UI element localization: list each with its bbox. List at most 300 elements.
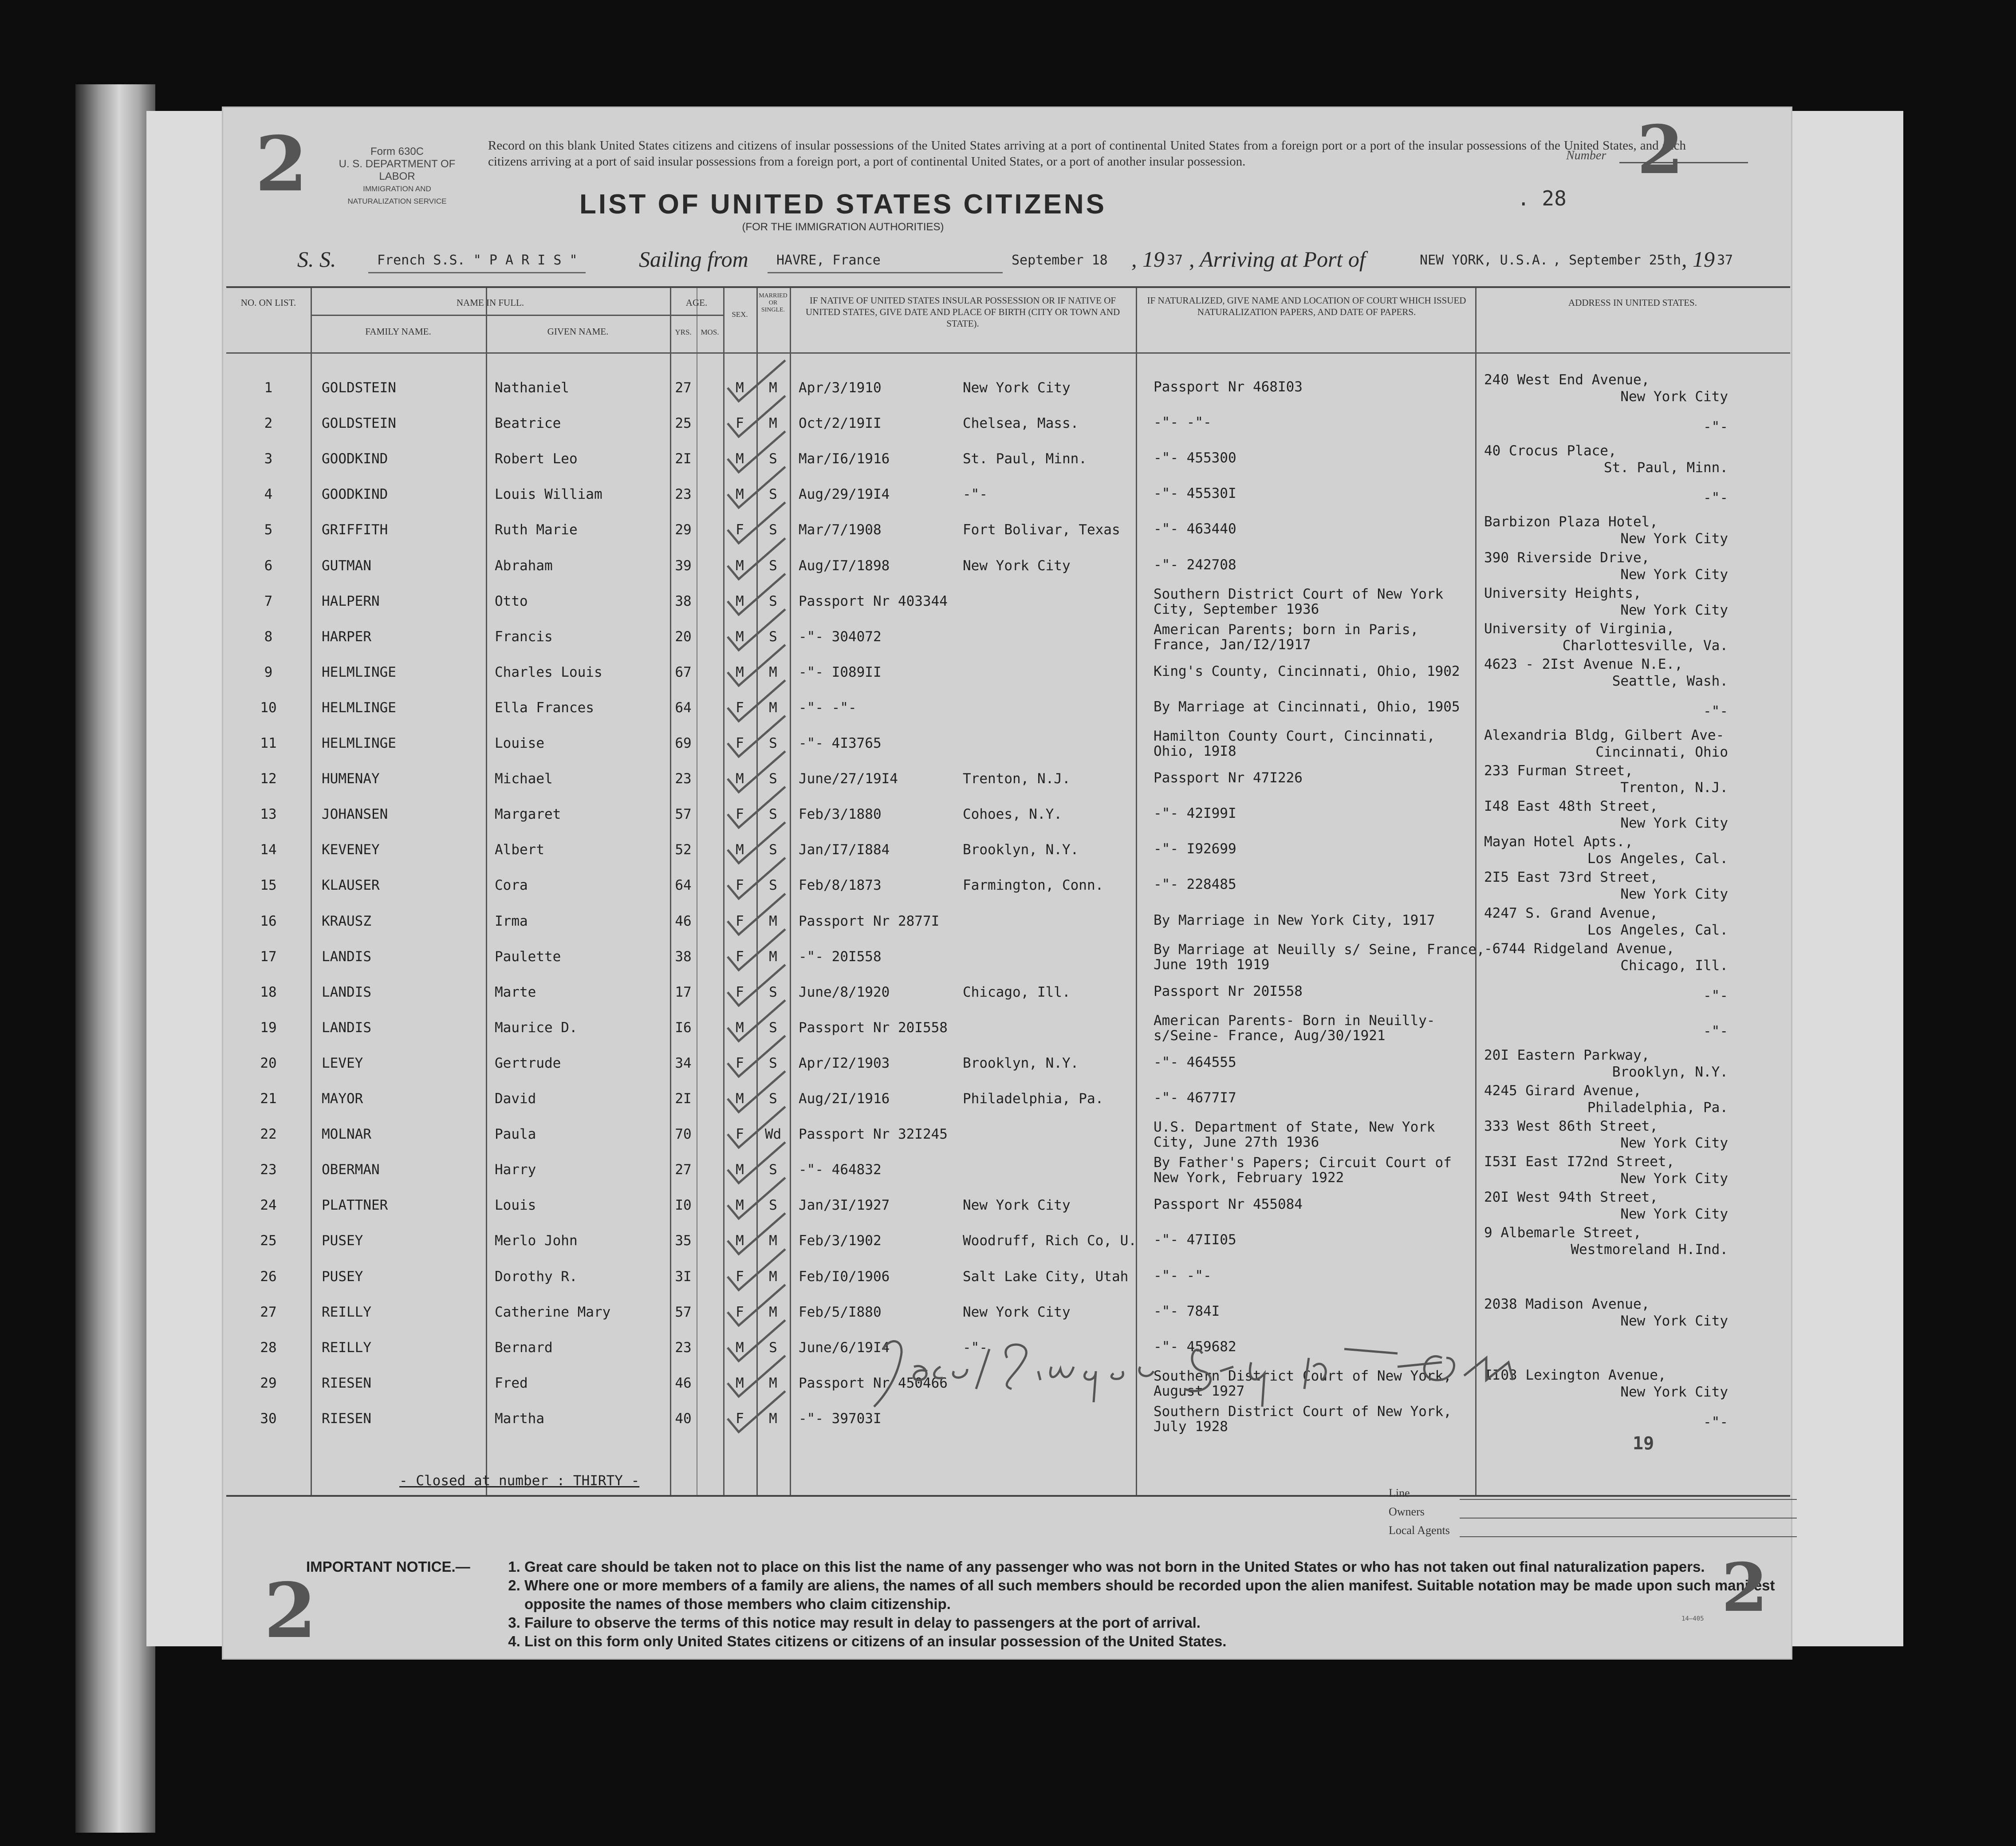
- cell-family: PLATTNER: [322, 1197, 388, 1214]
- cell-naturalized: King's County, Cincinnati, Ohio, 1902: [1154, 663, 1460, 679]
- notice-label: IMPORTANT NOTICE.—: [306, 1558, 470, 1575]
- cell-given: Dorothy R.: [495, 1268, 578, 1285]
- cell-yrs: 34: [675, 1055, 692, 1071]
- cell-naturalized: -"- -"-: [1154, 1267, 1212, 1284]
- cell-addr1: 333 West 86th Street,: [1484, 1118, 1658, 1135]
- cell-family: GOODKIND: [322, 486, 388, 503]
- cell-addr1: Barbizon Plaza Hotel,: [1484, 514, 1658, 530]
- cell-naturalized: Passport Nr 468I03: [1154, 379, 1303, 395]
- cell-no: 15: [260, 877, 277, 894]
- col-mos: MOS.: [701, 328, 719, 336]
- cell-given: Louis William: [495, 486, 602, 503]
- cell-birth-date: Aug/I7/1898: [799, 557, 890, 574]
- cell-birth-place: New York City: [963, 1197, 1071, 1214]
- cell-birth-date: Feb/3/1880: [799, 806, 882, 823]
- cell-yrs: 17: [675, 984, 692, 1000]
- form-instructions: Record on this blank United States citizens and citizens of insular possessions of the United States arriving at a port of continental United States from a foreign port or a port of the insular possessions of the United States, and such citizens arriving at a port of said insular possessions from a foreign port, a port of continental United States, or a port of another insular possession.: [488, 138, 1686, 169]
- cell-naturalized: Passport Nr 455084: [1154, 1196, 1303, 1213]
- cell-naturalized-cont: July 1928: [1154, 1418, 1228, 1435]
- agent-lines: [1389, 1487, 1450, 1542]
- cell-addr1: University of Virginia,: [1484, 620, 1675, 637]
- cell-address-cont: Chicago, Ill.: [1620, 957, 1728, 974]
- cell-birth-date: Passport Nr 2877I: [799, 913, 940, 929]
- cell-family: GOLDSTEIN: [322, 415, 396, 432]
- cell-no: 7: [264, 593, 273, 609]
- cell-sex: F: [736, 806, 744, 823]
- cell-yrs: I6: [675, 1019, 692, 1036]
- cell-ms: S: [769, 486, 777, 503]
- cell-birth-place: Brooklyn, N.Y.: [963, 1055, 1079, 1071]
- cell-ms: M: [769, 1268, 777, 1285]
- cell-ms: M: [769, 1410, 777, 1427]
- cell-sex: F: [736, 1126, 744, 1143]
- cell-family: GUTMAN: [322, 557, 371, 574]
- cell-naturalized: Southern District Court of New York: [1154, 586, 1444, 602]
- col-sex: SEX.: [732, 310, 748, 319]
- cell-ms: Wd: [764, 1126, 782, 1143]
- voyage-line: [297, 246, 1761, 282]
- cell-birth-place: New York City: [963, 380, 1071, 396]
- cell-given: Martha: [495, 1410, 544, 1427]
- table-row: [226, 1156, 1790, 1191]
- cell-naturalized: -"- 47II05: [1154, 1232, 1236, 1248]
- port-underline: [768, 272, 1003, 273]
- cell-naturalized: -"- 464555: [1154, 1054, 1236, 1070]
- cell-sex: F: [736, 522, 744, 538]
- cell-given: Ruth Marie: [495, 522, 578, 538]
- table-row: [226, 585, 1790, 623]
- cell-addr1: Mayan Hotel Apts.,: [1484, 834, 1633, 850]
- header-rule: [226, 352, 1790, 354]
- cell-address-cont: Seattle, Wash.: [1612, 673, 1728, 689]
- cell-yrs: 57: [675, 806, 692, 823]
- cell-birth-date: -"- 304072: [799, 628, 882, 645]
- cell-birth-date: -"- 464832: [799, 1162, 882, 1178]
- cell-no: 14: [260, 842, 277, 858]
- cell-birth-date: -"- -"-: [799, 699, 857, 716]
- cell-address-cont: New York City: [1620, 1135, 1728, 1152]
- cell-yrs: I0: [675, 1197, 692, 1214]
- table-row: [226, 1014, 1790, 1049]
- cell-family: HARPER: [322, 628, 371, 645]
- cell-birth-date: Passport Nr 403344: [799, 593, 948, 609]
- ship-underline: [368, 272, 586, 273]
- cell-no: 30: [260, 1410, 277, 1427]
- cell-given: Fred: [495, 1375, 528, 1391]
- year-label-1: , 19: [1131, 247, 1165, 272]
- cell-addr1: 20I Eastern Parkway,: [1484, 1047, 1650, 1063]
- cell-yrs: 69: [675, 735, 692, 751]
- cell-naturalized: By Marriage in New York City, 1917: [1154, 912, 1435, 928]
- cell-ms: M: [769, 948, 777, 965]
- cell-family: JOHANSEN: [322, 806, 388, 823]
- cell-yrs: 64: [675, 877, 692, 894]
- cell-no: 6: [264, 557, 273, 574]
- cell-given: Irma: [495, 913, 528, 929]
- cell-given: Merlo John: [495, 1233, 578, 1249]
- cell-family: LEVEY: [322, 1055, 363, 1071]
- cell-ms: M: [769, 1304, 777, 1320]
- col-given: GIVEN NAME.: [547, 326, 609, 337]
- col-yrs: YRS.: [675, 328, 692, 336]
- cell-given: Louis: [495, 1197, 536, 1214]
- cell-naturalized: -"- -"-: [1154, 414, 1212, 431]
- cell-ms: S: [769, 451, 777, 467]
- cell-sex: F: [736, 913, 744, 929]
- cell-family: KLAUSER: [322, 877, 380, 894]
- cell-naturalized: -"- 42I99I: [1154, 805, 1236, 822]
- col-age: AGE.: [685, 297, 708, 308]
- cell-no: 12: [260, 771, 277, 787]
- table-row: [226, 765, 1790, 800]
- cell-naturalized: By Marriage at Neuilly s/ Seine, France,: [1154, 941, 1485, 958]
- cell-address-cont: New York City: [1620, 602, 1728, 618]
- cell-address-cont: New York City: [1620, 1171, 1728, 1187]
- page-subtitle: (FOR THE IMMIGRATION AUTHORITIES): [742, 221, 944, 233]
- cell-yrs: 46: [675, 913, 692, 929]
- col-no: NO. ON LIST.: [240, 297, 296, 308]
- table-row: [226, 620, 1790, 658]
- cell-addr1: II03 Lexington Avenue,: [1484, 1367, 1666, 1383]
- table-row: [226, 1085, 1790, 1120]
- cell-address-cont: -"-: [1703, 987, 1728, 1004]
- cell-yrs: 25: [675, 415, 692, 432]
- cell-yrs: 70: [675, 1126, 692, 1143]
- col-naturalized: IF NATURALIZED, GIVE NAME AND LOCATION OF COURT WHICH ISSUED NATURALIZATION PAPERS, AND DATE OF PAPERS.: [1147, 295, 1466, 317]
- cell-addr1: 4245 Girard Avenue,: [1484, 1083, 1642, 1099]
- table-row: [226, 514, 1790, 551]
- cell-given: Marte: [495, 984, 536, 1000]
- cell-naturalized: Passport Nr 47I226: [1154, 770, 1303, 786]
- inspector-signature: [865, 1331, 1575, 1411]
- table-row: [226, 694, 1790, 729]
- cell-ms: S: [769, 842, 777, 858]
- cell-yrs: 38: [675, 593, 692, 609]
- cell-birth-date: Mar/I6/1916: [799, 451, 890, 467]
- sailing-date: September 18: [1012, 252, 1108, 268]
- cell-sex: M: [736, 1375, 744, 1391]
- cell-addr1: University Heights,: [1484, 585, 1642, 601]
- cell-birth-place: New York City: [963, 1304, 1071, 1320]
- inspection-check-mark: [719, 1388, 794, 1436]
- cell-sex: F: [736, 415, 744, 432]
- ship-name: French S.S. " P A R I S ": [377, 252, 578, 268]
- cell-no: 2: [264, 415, 273, 432]
- cell-birth-place: Brooklyn, N.Y.: [963, 842, 1079, 858]
- cell-family: GRIFFITH: [322, 522, 388, 538]
- cell-birth-date: Oct/2/19II: [799, 415, 882, 432]
- cell-naturalized: -"- 459682: [1154, 1338, 1236, 1355]
- cell-sex: M: [736, 1197, 744, 1214]
- cell-given: David: [495, 1091, 536, 1107]
- table-row: [226, 869, 1790, 907]
- cell-no: 8: [264, 628, 273, 645]
- form-number: Form 630C: [370, 146, 424, 158]
- cell-address-cont: New York City: [1620, 1384, 1728, 1400]
- cell-given: Paula: [495, 1126, 536, 1143]
- cell-yrs: 39: [675, 557, 692, 574]
- cell-naturalized: -"- 463440: [1154, 521, 1236, 537]
- cell-birth-place: Trenton, N.J.: [963, 771, 1071, 787]
- cell-ms: S: [769, 877, 777, 894]
- cell-birth-place: Philadelphia, Pa.: [963, 1091, 1104, 1107]
- cell-family: MOLNAR: [322, 1126, 371, 1143]
- cell-ms: S: [769, 806, 777, 823]
- cell-given: Margaret: [495, 806, 561, 823]
- cell-ms: S: [769, 735, 777, 751]
- cell-sex: M: [736, 771, 744, 787]
- col-address: ADDRESS IN UNITED STATES.: [1568, 297, 1697, 308]
- cell-birth-place: St. Paul, Minn.: [963, 451, 1087, 467]
- table-row: [226, 905, 1790, 943]
- cell-birth-date: Passport Nr 32I245: [799, 1126, 948, 1143]
- cell-sex: F: [736, 1410, 744, 1427]
- table-row: [226, 410, 1790, 445]
- cell-ms: S: [769, 522, 777, 538]
- cell-address-cont: New York City: [1620, 886, 1728, 903]
- cell-no: 26: [260, 1268, 277, 1285]
- closed-text: - Closed at number : THIRTY -: [399, 1473, 640, 1489]
- cell-given: Otto: [495, 593, 528, 609]
- cell-address-cont: New York City: [1620, 389, 1728, 405]
- cell-birth-date: Aug/29/19I4: [799, 486, 890, 503]
- cell-family: MAYOR: [322, 1091, 363, 1107]
- cell-naturalized: By Marriage at Cincinnati, Ohio, 1905: [1154, 698, 1460, 715]
- cell-sex: M: [736, 557, 744, 574]
- line-label: Line: [1389, 1487, 1450, 1505]
- table-row: [226, 549, 1790, 587]
- cell-sex: F: [736, 735, 744, 751]
- cell-birth-place: Cohoes, N.Y.: [963, 806, 1062, 823]
- arrival-year: 37: [1717, 252, 1733, 268]
- cell-address-cont: Los Angeles, Cal.: [1587, 922, 1728, 938]
- cell-naturalized-cont: France, Jan/I2/1917: [1154, 636, 1311, 653]
- cell-no: 16: [260, 913, 277, 929]
- cell-birth-date: Feb/5/I880: [799, 1304, 882, 1320]
- cell-given: Michael: [495, 771, 553, 787]
- cell-sex: F: [736, 1055, 744, 1071]
- cell-naturalized-cont: New York, February 1922: [1154, 1170, 1344, 1186]
- cell-family: HELMLINGE: [322, 735, 396, 751]
- cell-no: 28: [260, 1339, 277, 1356]
- cell-birth-place: -"-: [963, 486, 988, 503]
- cell-birth-place: Chelsea, Mass.: [963, 415, 1079, 432]
- service-name: IMMIGRATION AND NATURALIZATION SERVICE: [347, 185, 447, 205]
- cell-birth-date: -"- 39703I: [799, 1410, 882, 1427]
- cell-ms: M: [769, 1375, 777, 1391]
- cell-family: PUSEY: [322, 1233, 363, 1249]
- cell-naturalized: -"- 784I: [1154, 1303, 1220, 1319]
- cell-ms: S: [769, 1091, 777, 1107]
- local-agents-label: Local Agents: [1389, 1524, 1450, 1542]
- cell-yrs: 23: [675, 1339, 692, 1356]
- cell-sex: F: [736, 1268, 744, 1285]
- print-code: 14—405: [1681, 1615, 1704, 1622]
- cell-birth-date: -"- I089II: [799, 664, 882, 680]
- cell-addr1: 2I5 East 73rd Street,: [1484, 869, 1658, 886]
- table-row: [226, 940, 1790, 978]
- cell-birth-date: -"- 4I3765: [799, 735, 882, 751]
- cell-birth-date: Apr/I2/1903: [799, 1055, 890, 1071]
- cell-no: 29: [260, 1375, 277, 1391]
- cell-sex: M: [736, 1339, 744, 1356]
- bottom-left-page-number: 2: [264, 1566, 317, 1655]
- cell-addr1: 4247 S. Grand Avenue,: [1484, 905, 1658, 921]
- cell-birth-date: Passport Nr 450466: [799, 1375, 948, 1391]
- col-family: FAMILY NAME.: [365, 326, 431, 337]
- cell-birth-date: Feb/3/1902: [799, 1233, 882, 1249]
- cell-naturalized: Hamilton County Court, Cincinnati,: [1154, 728, 1435, 744]
- notice-item: 3. Failure to observe the terms of this notice may result in delay to passengers at the port of arrival.: [524, 1613, 1793, 1632]
- cell-birth-date: June/6/19I4: [799, 1339, 890, 1356]
- arrival-date: , September 25th: [1553, 252, 1681, 268]
- owners-label: Owners: [1389, 1505, 1450, 1524]
- table-row: [226, 1189, 1790, 1227]
- cell-naturalized: American Parents- Born in Neuilly-: [1154, 1012, 1435, 1029]
- cell-address-cont: -"-: [1703, 1414, 1728, 1430]
- cell-given: Albert: [495, 842, 544, 858]
- cell-address-cont: New York City: [1620, 1313, 1728, 1329]
- cell-sex: M: [736, 1233, 744, 1249]
- cell-family: REILLY: [322, 1304, 371, 1320]
- top-left-page-number: 2: [255, 120, 308, 209]
- cell-sex: F: [736, 984, 744, 1000]
- cell-family: REILLY: [322, 1339, 371, 1356]
- table-row: [226, 727, 1790, 765]
- cell-given: Louise: [495, 735, 544, 751]
- ss-label: S. S.: [297, 247, 336, 272]
- cell-birth-date: June/27/19I4: [799, 771, 898, 787]
- cell-ms: S: [769, 628, 777, 645]
- bottom-right-page-number: 2: [1721, 1549, 1768, 1627]
- cell-yrs: 35: [675, 1233, 692, 1249]
- cell-birth-date: Jan/3I/1927: [799, 1197, 890, 1214]
- cell-address-cont: Westmoreland H.Ind.: [1571, 1242, 1728, 1258]
- cell-no: 11: [260, 735, 277, 751]
- cell-yrs: 23: [675, 771, 692, 787]
- cell-address-cont: Trenton, N.J.: [1620, 780, 1728, 796]
- cell-naturalized: -"- 4677I7: [1154, 1090, 1236, 1106]
- cell-ms: S: [769, 771, 777, 787]
- cell-family: GOLDSTEIN: [322, 380, 396, 396]
- cell-addr1: 240 West End Avenue,: [1484, 372, 1650, 388]
- cell-family: RIESEN: [322, 1375, 371, 1391]
- cell-naturalized-cont: City, June 27th 1936: [1154, 1134, 1319, 1151]
- cell-yrs: 27: [675, 380, 692, 396]
- table-row: [226, 1263, 1790, 1298]
- cell-given: Cora: [495, 877, 528, 894]
- cell-addr1: 20I West 94th Street,: [1484, 1189, 1658, 1206]
- cell-addr1: -6744 Ridgeland Avenue,: [1484, 940, 1675, 957]
- table-row: [226, 1227, 1790, 1262]
- table-row: [226, 1047, 1790, 1085]
- cell-sex: M: [736, 1091, 744, 1107]
- cell-given: Gertrude: [495, 1055, 561, 1071]
- department-name: U. S. DEPARTMENT OF LABOR: [339, 158, 456, 182]
- cell-address-cont: Cincinnati, Ohio: [1595, 744, 1728, 760]
- cell-no: 25: [260, 1233, 277, 1249]
- cell-given: Paulette: [495, 948, 561, 965]
- cell-family: HALPERN: [322, 593, 380, 609]
- cell-given: Abraham: [495, 557, 553, 574]
- cell-birth-place: Fort Bolivar, Texas: [963, 522, 1120, 538]
- cell-ms: S: [769, 557, 777, 574]
- cell-naturalized: Southern District Court of New York,: [1154, 1403, 1452, 1420]
- table-row: [226, 1118, 1790, 1156]
- cell-address-cont: St. Paul, Minn.: [1604, 460, 1728, 476]
- cell-sex: M: [736, 842, 744, 858]
- closed-at-number: [399, 1473, 639, 1489]
- cell-birth-place: Salt Lake City, Utah: [963, 1268, 1129, 1285]
- cell-sex: F: [736, 948, 744, 965]
- cell-sex: M: [736, 1019, 744, 1036]
- cell-family: HELMLINGE: [322, 699, 396, 716]
- page-count-annotation: 19: [1633, 1433, 1654, 1454]
- notice-item: 1. Great care should be taken not to place on this list the name of any passenger who was not born in the United States or who has not taken out final naturalization papers.: [524, 1558, 1793, 1576]
- cell-family: LANDIS: [322, 984, 371, 1000]
- cell-birth-date: Jan/I7/I884: [799, 842, 890, 858]
- cell-addr1: 233 Furman Street,: [1484, 763, 1633, 779]
- cell-birth-date: June/8/1920: [799, 984, 890, 1000]
- cell-ms: S: [769, 1055, 777, 1071]
- cell-naturalized-cont: s/Seine- France, Aug/30/1921: [1154, 1027, 1386, 1044]
- cell-given: Francis: [495, 628, 553, 645]
- cell-family: RIESEN: [322, 1410, 371, 1427]
- cell-address-cont: New York City: [1620, 1206, 1728, 1223]
- passenger-table: [226, 286, 1790, 1497]
- col-birth: IF NATIVE OF UNITED STATES INSULAR POSSESSION OR IF NATIVE OF UNITED STATES, GIVE DATE AND PLACE OF BIRTH (CITY OR TOWN AND STATE).: [805, 295, 1120, 329]
- cell-family: HUMENAY: [322, 771, 380, 787]
- cell-yrs: 27: [675, 1162, 692, 1178]
- cell-ms: S: [769, 1197, 777, 1214]
- cell-addr1: 390 Riverside Drive,: [1484, 549, 1650, 566]
- cell-no: 19: [260, 1019, 277, 1036]
- cell-ms: S: [769, 1162, 777, 1178]
- sailing-label: Sailing from: [639, 247, 748, 272]
- cell-ms: M: [769, 415, 777, 432]
- departure-port: HAVRE, France: [776, 252, 881, 268]
- cell-birth-place: Chicago, Ill.: [963, 984, 1071, 1000]
- arriving-label: , Arriving at Port of: [1189, 247, 1366, 272]
- manifest-page: [222, 106, 1792, 1660]
- cell-sex: F: [736, 1304, 744, 1320]
- cell-birth-date: Apr/3/1910: [799, 380, 882, 396]
- cell-address-cont: Los Angeles, Cal.: [1587, 851, 1728, 867]
- cell-given: Robert Leo: [495, 451, 578, 467]
- arrival-port: NEW YORK, U.S.A.: [1420, 252, 1548, 268]
- cell-naturalized: -"- 45530I: [1154, 485, 1236, 502]
- cell-address-cont: New York City: [1620, 531, 1728, 547]
- cell-no: 13: [260, 806, 277, 823]
- cell-sex: M: [736, 593, 744, 609]
- cell-sex: M: [736, 664, 744, 680]
- cell-birth-date: Feb/I0/1906: [799, 1268, 890, 1285]
- cell-no: 1: [264, 380, 273, 396]
- cell-birth-date: Feb/8/1873: [799, 877, 882, 894]
- page-reference: . 28: [1517, 186, 1567, 210]
- table-row: [226, 481, 1790, 516]
- cell-sex: F: [736, 877, 744, 894]
- cell-birth-date: Passport Nr 20I558: [799, 1019, 948, 1036]
- cell-family: KEVENEY: [322, 842, 380, 858]
- cell-birth-date: Mar/7/1908: [799, 522, 882, 538]
- cell-no: 9: [264, 664, 273, 680]
- cell-given: Ella Frances: [495, 699, 594, 716]
- cell-naturalized-cont: City, September 1936: [1154, 601, 1319, 617]
- cell-no: 5: [264, 522, 273, 538]
- cell-yrs: 2I: [675, 1091, 692, 1107]
- page-title: LIST OF UNITED STATES CITIZENS: [579, 189, 1106, 220]
